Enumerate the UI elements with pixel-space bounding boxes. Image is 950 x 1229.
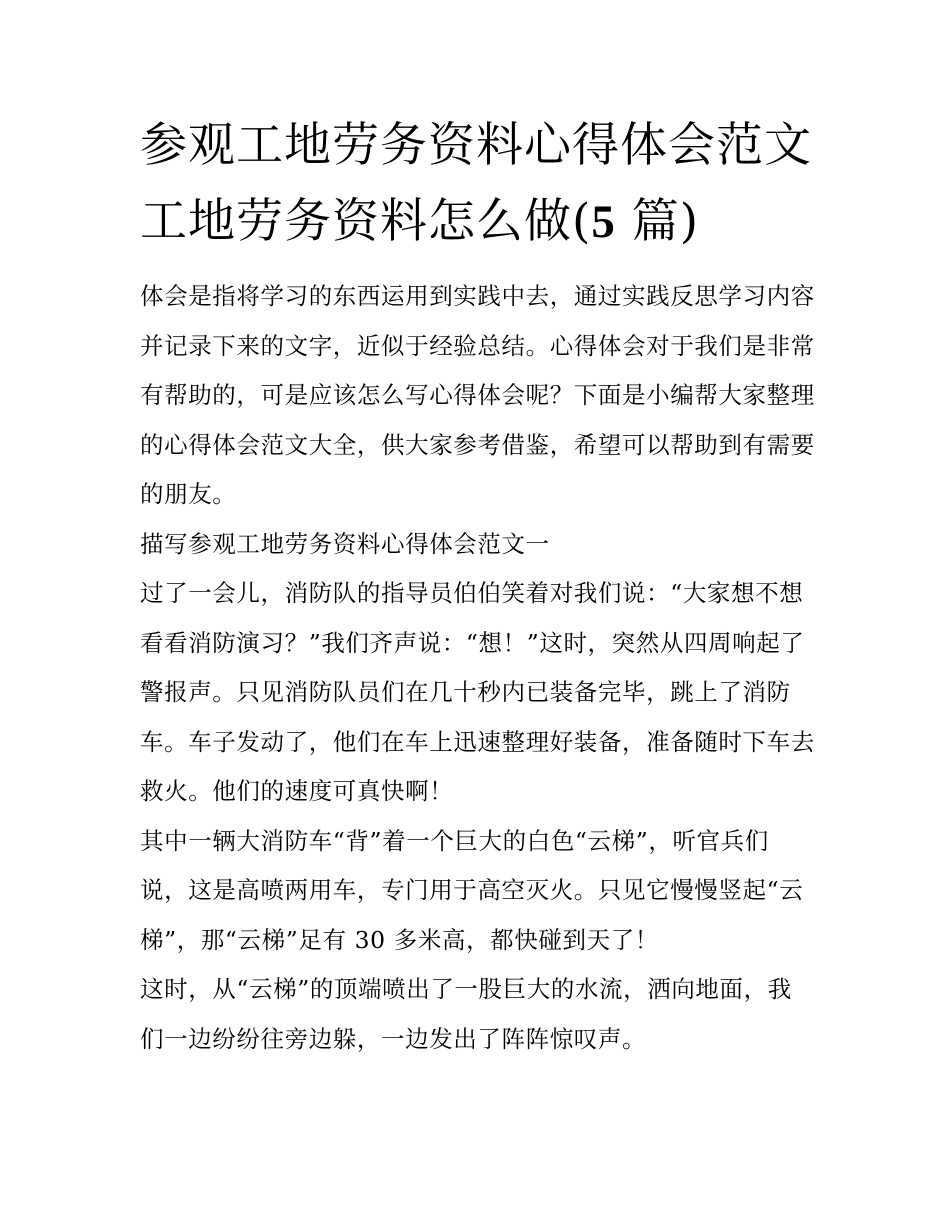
intro-paragraph: 体会是指将学习的东西运用到实践中去，通过实践反思学习内容并记录下来的文字，近似于经验总结。心得体会对于我们是非常有帮助的，可是应该怎么写心得体会呢？下面是小编帮大家整理的心得体会范文大全，供大家参考借鉴，希望可以帮助到有需要的朋友。 <box>140 282 815 508</box>
body-paragraph-1: 过了一会儿，消防队的指导员伯伯笑着对我们说：“大家想不想看看消防演习？”我们齐声说：“想！”这时，突然从四周响起了警报声。只见消防队员们在几十秒内已装备完毕，跳上了消防车。车子发动了，他们在车上迅速整理好装备，准备随时下车去救火。他们的速度可真快啊！ <box>140 579 815 805</box>
title-text-part2: 篇) <box>615 194 700 249</box>
section-heading: 描写参观工地劳务资料心得体会范文一 <box>140 529 550 558</box>
title-count: 5 <box>591 196 616 248</box>
title-text-part1: 参观工地劳务资料心得体会范文 工地劳务资料怎么做( <box>140 118 812 249</box>
document-title <box>140 108 815 260</box>
document-body <box>140 108 815 1064</box>
body-paragraph-2: 其中一辆大消防车“背”着一个巨大的白色“云梯”，听官兵们说，这是高喷两用车，专门用于高空灭火。只见它慢慢竖起“云梯”，那“云梯”足有 30 多米高，都快碰到天了！ <box>140 826 804 954</box>
body-paragraph-3: 这时，从“云梯”的顶端喷出了一股巨大的水流，洒向地面，我们一边纷纷往旁边躲，一边发出了阵阵惊叹声。 <box>140 975 792 1053</box>
